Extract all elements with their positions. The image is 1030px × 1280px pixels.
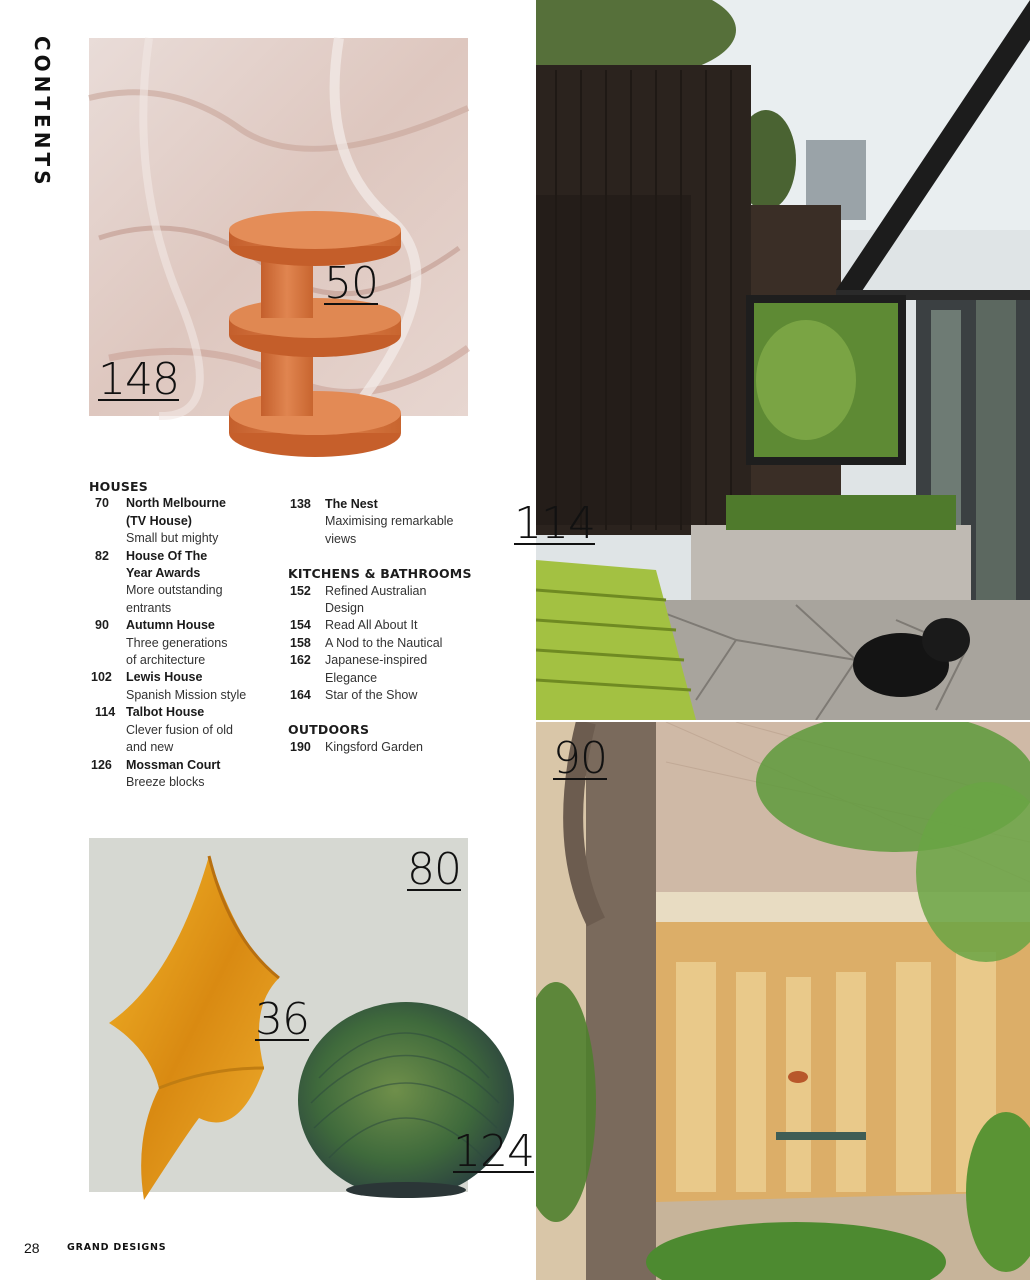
entry-page: 82 (95, 548, 109, 563)
talbot-house-exterior-photo (536, 0, 1030, 720)
entry-title: The Nest (325, 497, 378, 511)
contents-entry[interactable] (288, 635, 488, 652)
entry-subtitle: Small but mighty (126, 531, 219, 546)
callout-114: 114 (514, 498, 595, 549)
entry-title: (TV House) (126, 513, 192, 528)
entry-subtitle: views (325, 531, 357, 546)
entry-page: 114 (95, 705, 116, 720)
entry-title: Talbot House (126, 705, 205, 720)
entry-title: Year Awards (126, 566, 201, 581)
entry-title: Refined Australian (325, 583, 427, 598)
page-number: 28 (24, 1240, 40, 1256)
entry-page: 152 (290, 583, 311, 598)
contents-entry[interactable] (288, 652, 488, 687)
entry-title: House Of The (126, 548, 208, 563)
entry-subtitle: More outstanding (126, 583, 223, 598)
contents-title: CONTENTS (30, 36, 54, 189)
callout-80: 80 (407, 844, 461, 895)
entry-subtitle: Spanish Mission style (126, 687, 247, 702)
contents-entry[interactable] (89, 495, 279, 547)
entry-title: Kingsford Garden (325, 739, 423, 754)
entry-page: 158 (290, 635, 311, 650)
contents-entry[interactable] (288, 739, 488, 756)
entry-title: Japanese-inspired (325, 653, 428, 668)
section-heading-outdoors: OUTDOORS (288, 722, 370, 738)
section-heading-houses: HOUSES (89, 479, 148, 494)
contents-entry[interactable] (288, 583, 488, 618)
entry-subtitle: Breeze blocks (126, 774, 205, 789)
autumn-house-interior-photo (536, 722, 1030, 1280)
entry-page: 70 (95, 496, 109, 511)
contents-column-houses (89, 478, 279, 791)
entry-subtitle: of architecture (126, 653, 206, 668)
contents-entry[interactable] (288, 496, 488, 548)
entry-page: 154 (290, 618, 311, 633)
section-heading-kitchens: KITCHENS & BATHROOMS (288, 566, 472, 582)
contents-entry[interactable] (89, 669, 279, 704)
entry-page: 190 (290, 739, 311, 754)
entry-page: 162 (290, 653, 311, 668)
contents-entry[interactable] (89, 617, 279, 669)
entry-title: A Nod to the Nautical (325, 635, 443, 650)
entry-subtitle: Maximising remarkable (325, 514, 454, 529)
entry-title: North Melbourne (126, 496, 226, 511)
contents-entry[interactable] (89, 757, 279, 792)
callout-148: 148 (98, 354, 179, 405)
entry-title: Design (325, 601, 364, 616)
entry-subtitle: entrants (126, 600, 172, 615)
callout-90: 90 (553, 733, 607, 784)
entry-page: 102 (91, 670, 112, 685)
entry-subtitle: Three generations (126, 635, 228, 650)
contents-entry[interactable] (288, 617, 488, 634)
callout-36: 36 (255, 994, 309, 1045)
callout-50: 50 (324, 258, 378, 309)
entry-title: Lewis House (126, 670, 203, 685)
contents-column-right (288, 496, 488, 756)
entry-page: 164 (290, 688, 311, 703)
entry-page: 138 (290, 497, 311, 511)
entry-page: 90 (95, 618, 109, 633)
entry-title: Elegance (325, 670, 378, 685)
contents-entry[interactable] (288, 687, 488, 704)
entry-subtitle: and new (126, 740, 174, 755)
entry-title: Star of the Show (325, 688, 418, 703)
callout-124: 124 (453, 1126, 534, 1177)
entry-title: Mossman Court (126, 757, 221, 772)
contents-entry[interactable] (89, 548, 279, 618)
entry-page: 126 (91, 757, 112, 772)
entry-subtitle: Clever fusion of old (126, 722, 234, 737)
entry-title: Read All About It (325, 618, 418, 633)
magazine-name: GRAND DESIGNS (67, 1242, 167, 1253)
contents-entry[interactable] (89, 704, 279, 756)
entry-title: Autumn House (126, 618, 215, 633)
